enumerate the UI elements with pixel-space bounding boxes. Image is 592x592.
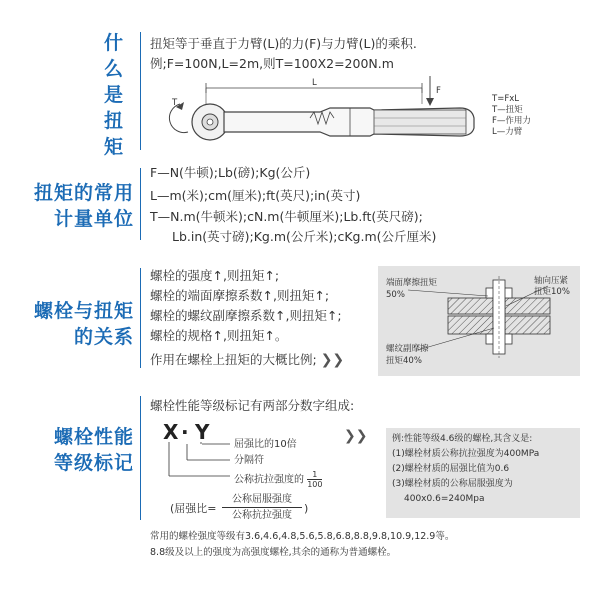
annot-tensile	[234, 470, 322, 489]
grade-mark-dot: ·	[181, 420, 189, 444]
grade-brackets	[160, 440, 230, 484]
legend-line: L—力臂	[492, 127, 523, 137]
grade-example-text	[392, 432, 539, 507]
title-char: 是	[103, 84, 124, 106]
ratio-fraction	[222, 492, 302, 523]
title-line: 螺栓与扭矩	[33, 300, 134, 322]
unit-line-T2: Lb.in(英寸磅);Kg.m(公斤米);cKg.m(公斤厘米)	[172, 229, 437, 244]
relation-line-size: 螺栓的规格↑,则扭矩↑。	[150, 328, 288, 343]
axial-value: 扭矩10%	[534, 287, 570, 297]
relation-line-strength: 螺栓的强度↑,则扭矩↑;	[150, 268, 280, 283]
title-line: 的关系	[73, 326, 134, 348]
chevron-right-icon: ❯❯	[320, 352, 345, 368]
annot-yield-ratio: 屈强比的10倍	[234, 439, 297, 450]
legend-line: T=FxL	[492, 94, 519, 104]
label-T: T	[172, 98, 178, 108]
annot-frac-num: 1	[307, 470, 322, 480]
title-char: 扭	[103, 110, 124, 132]
section-divider	[140, 268, 141, 368]
thread-label: 螺纹副摩擦	[386, 344, 429, 354]
section-divider	[140, 396, 141, 520]
ratio-note-text: 作用在螺栓上扭矩的大概比例;	[150, 352, 317, 367]
section-divider	[140, 32, 141, 150]
thread-value: 扭矩40%	[386, 356, 422, 366]
label-F: F	[436, 86, 441, 96]
unit-line-F: F—N(牛顿);Lb(磅);Kg(公斤)	[150, 165, 311, 180]
section-title-bolt-relation	[6, 298, 134, 350]
endface-value: 50%	[386, 290, 405, 300]
example-line: (3)螺栓材质的公称屈服强度为	[392, 479, 513, 489]
title-char: 什	[103, 32, 124, 54]
example-line: (1)螺栓材质公称抗拉强度为400MPa	[392, 449, 540, 459]
section-title-units	[6, 180, 134, 232]
ratio-suffix: )	[304, 502, 309, 515]
annot-separator: 分隔符	[234, 455, 264, 466]
title-line: 计量单位	[53, 208, 134, 230]
title-line: 等级标记	[53, 452, 134, 474]
annot-frac-den: 100	[307, 480, 323, 489]
torque-definition: 扭矩等于垂直于力臂(L)的力(F)与力臂(L)的乘积.	[150, 36, 417, 51]
title-char: 么	[103, 58, 124, 80]
grade-intro: 螺栓性能等级标记有两部分数字组成:	[150, 398, 355, 413]
relation-line-thread: 螺栓的螺纹副摩擦系数↑,则扭矩↑;	[150, 308, 342, 323]
section-title-grade	[6, 424, 134, 476]
section-divider	[140, 168, 141, 240]
example-line: (2)螺栓材质的屈强比值为0.6	[392, 464, 510, 474]
unit-line-L: L—m(米);cm(厘米);ft(英尺);in(英寸)	[150, 188, 361, 203]
ratio-num: 公称屈服强度	[222, 492, 302, 508]
annot-tensile-text: 公称抗拉强度的	[234, 474, 304, 486]
ratio-note	[150, 350, 344, 370]
title-line: 螺栓性能	[53, 426, 134, 448]
label-L: L	[312, 78, 317, 88]
relation-line-endface: 螺栓的端面摩擦系数↑,则扭矩↑;	[150, 288, 330, 303]
ratio-prefix: (屈强比=	[170, 502, 217, 515]
example-line: 400x0.6=240Mpa	[404, 494, 485, 504]
title-char: 矩	[103, 136, 124, 158]
torque-example: 例;F=100N,L=2m,则T=100X2=200N.m	[150, 56, 394, 71]
example-line: 例:性能等级4.6级的螺栓,其含义是:	[392, 434, 533, 444]
title-line: 扭矩的常用	[33, 182, 134, 204]
legend-line: T—扭矩	[492, 105, 523, 115]
grade-mark-x: X	[163, 420, 179, 444]
ratio-den: 公称抗拉强度	[232, 510, 292, 521]
torque-legend	[492, 94, 531, 138]
unit-line-T: T—N.m(牛顿米);cN.m(牛顿厘米);Lb.ft(英尺磅);	[150, 209, 423, 224]
grade-mark-y: Y	[195, 420, 210, 444]
legend-line: F—作用力	[492, 116, 531, 126]
axial-label: 轴向压紧	[534, 276, 569, 286]
section-title-what-is-torque	[100, 30, 128, 160]
grade-footer-line: 常用的螺栓强度等级有3.6,4.6,4.8,5.6,5.8,6.8,8.8,9.8,10.9,12.9等。	[150, 531, 455, 542]
endface-label: 端面摩擦扭矩	[386, 278, 438, 288]
chevron-right-icon: ❯❯	[344, 428, 368, 444]
grade-footer-line: 8.8级及以上的强度为高强度螺栓,其余的通称为普通螺栓。	[150, 547, 397, 558]
